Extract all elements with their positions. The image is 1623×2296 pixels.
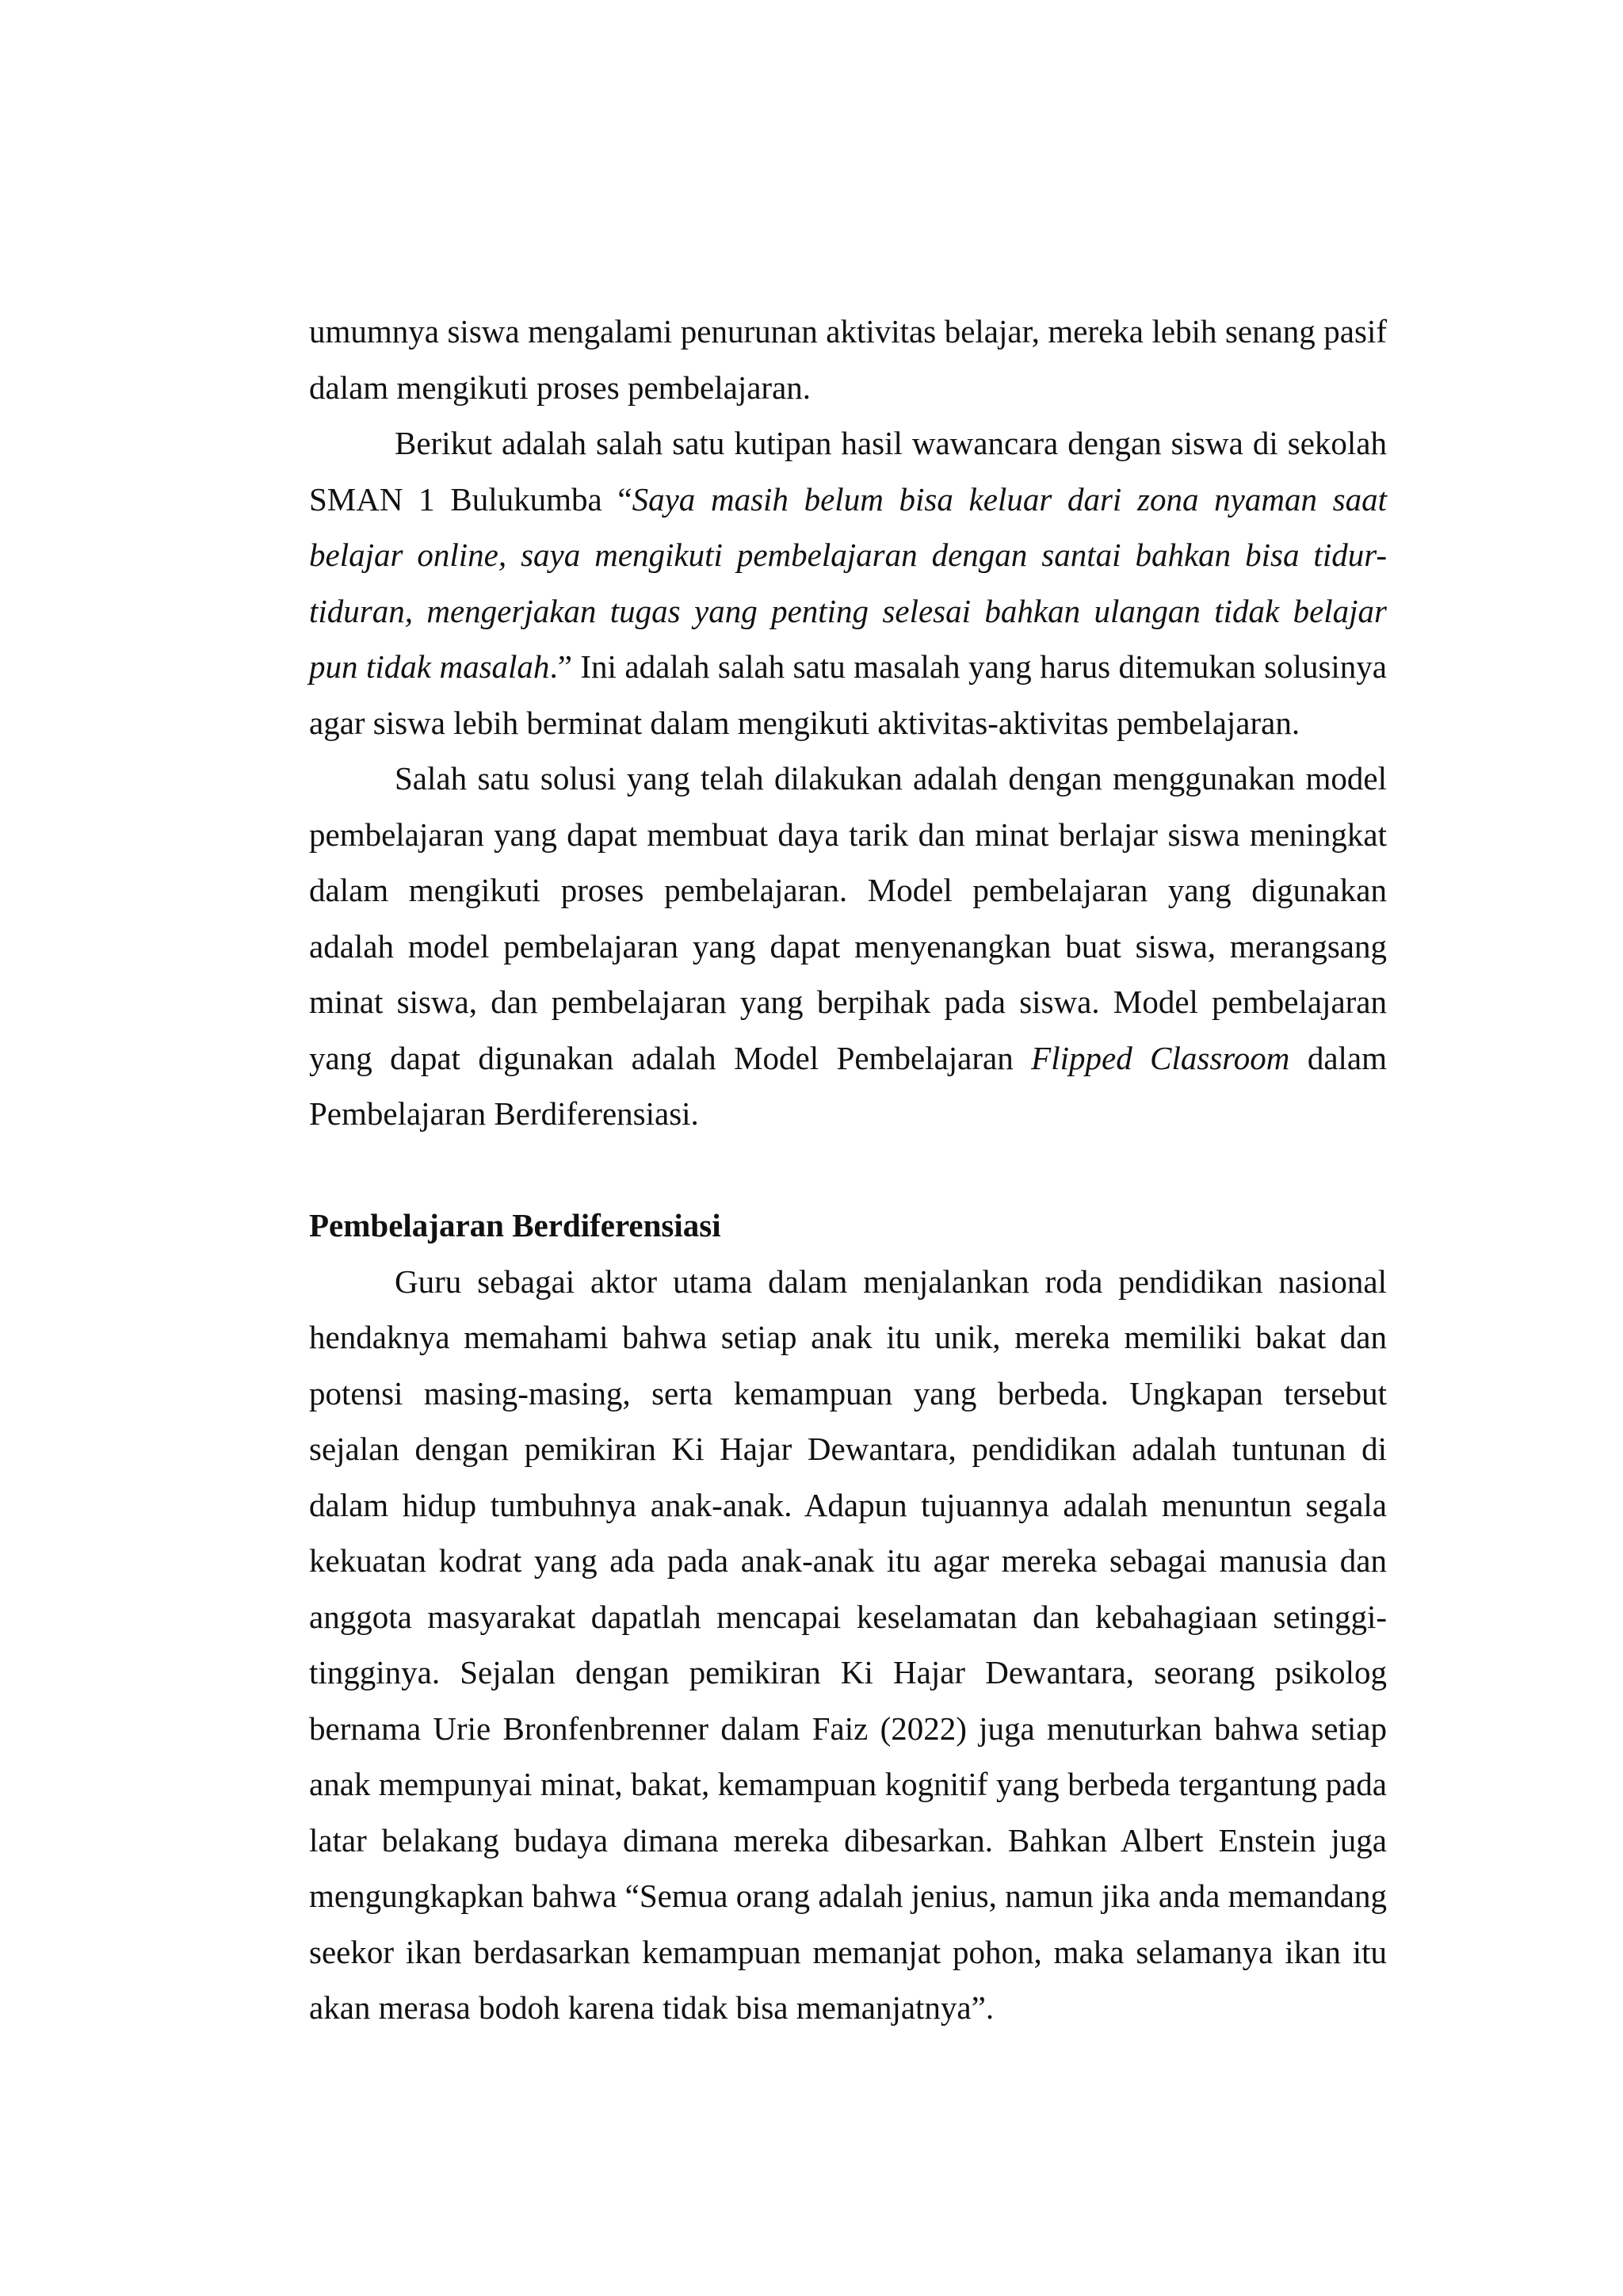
quote-italic: tiduran, mengerjakan tugas yang penting selesai bahkan ulangan tidak belajar bbox=[309, 592, 1387, 629]
paragraph-1 bbox=[309, 304, 1387, 415]
text-line: Berikut adalah salah satu kutipan hasil wawancara dengan siswa di sekolah bbox=[395, 425, 1387, 461]
text-line: anggota masyarakat dapatlah mencapai keselamatan dan kebahagiaan setinggi- bbox=[309, 1598, 1387, 1635]
text-line bbox=[309, 1030, 1387, 1087]
text-line: Guru sebagai aktor utama dalam menjalankan roda pendidikan nasional bbox=[395, 1263, 1387, 1300]
text-line: pembelajaran yang dapat membuat daya tarik dan minat berlajar siswa meningkat bbox=[309, 816, 1387, 853]
text-line: akan merasa bodoh karena tidak bisa memanjatnya”. bbox=[309, 1989, 995, 2026]
paragraph-4 bbox=[309, 1254, 1387, 2036]
text-line: adalah model pembelajaran yang dapat menyenangkan buat siswa, merangsang bbox=[309, 927, 1387, 965]
text-line: Pembelajaran Berdiferensiasi. bbox=[309, 1095, 699, 1132]
text-line: tingginya. Sejalan dengan pemikiran Ki Hajar Dewantara, seorang psikolog bbox=[309, 1654, 1387, 1690]
text-line: dalam mengikuti proses pembelajaran. Model pembelajaran yang digunakan bbox=[309, 872, 1387, 908]
text-run: dalam bbox=[1289, 1039, 1387, 1076]
text-line: latar belakang budaya dimana mereka dibesarkan. Bahkan Albert Enstein juga bbox=[309, 1821, 1387, 1859]
text-line: umumnya siswa mengalami penurunan aktivitas belajar, mereka lebih senang pasif bbox=[309, 313, 1387, 350]
text-line: potensi masing-masing, serta kemampuan yang berbeda. Ungkapan tersebut bbox=[309, 1374, 1387, 1412]
text-line: dalam mengikuti proses pembelajaran. bbox=[309, 369, 812, 406]
text-line bbox=[309, 527, 1387, 583]
document-page bbox=[309, 304, 1387, 2036]
paragraph-3 bbox=[309, 751, 1387, 1142]
text-run: SMAN 1 Bulukumba “ bbox=[309, 480, 632, 518]
text-line: bernama Urie Bronfenbrenner dalam Faiz (2022) juga menuturkan bahwa setiap bbox=[309, 1710, 1387, 1747]
section-spacer bbox=[309, 1142, 1387, 1198]
text-line: seekor ikan berdasarkan kemampuan memanjat pohon, maka selamanya ikan itu bbox=[309, 1933, 1387, 1970]
text-line: agar siswa lebih berminat dalam mengikuti aktivitas-aktivitas pembelajaran. bbox=[309, 704, 1300, 741]
text-line bbox=[309, 472, 1387, 528]
text-line: minat siswa, dan pembelajaran yang berpihak pada siswa. Model pembelajaran bbox=[309, 984, 1387, 1020]
text-line: Salah satu solusi yang telah dilakukan adalah dengan menggunakan model bbox=[395, 760, 1387, 797]
text-line: kekuatan kodrat yang ada pada anak-anak itu agar mereka sebagai manusia dan bbox=[309, 1542, 1387, 1579]
paragraph-2 bbox=[309, 415, 1387, 751]
text-line: mengungkapkan bahwa “Semua orang adalah jenius, namun jika anda memandang bbox=[309, 1878, 1387, 1914]
text-line bbox=[309, 583, 1387, 640]
text-run: .” Ini adalah salah satu masalah yang harus ditemukan solusinya bbox=[549, 648, 1387, 685]
text-line: hendaknya memahami bahwa setiap anak itu unik, mereka memiliki bakat dan bbox=[309, 1319, 1387, 1355]
section-heading: Pembelajaran Berdiferensiasi bbox=[309, 1207, 721, 1244]
text-run: yang dapat digunakan adalah Model Pembelajaran bbox=[309, 1039, 1032, 1076]
text-line: anak mempunyai minat, bakat, kemampuan kognitif yang berbeda tergantung pada bbox=[309, 1766, 1387, 1802]
quote-italic: pun tidak masalah bbox=[309, 648, 550, 685]
text-line: sejalan dengan pemikiran Ki Hajar Dewantara, pendidikan adalah tuntunan di bbox=[309, 1431, 1387, 1467]
quote-italic: belajar online, saya mengikuti pembelajaran dengan santai bahkan bisa tidur- bbox=[309, 537, 1387, 573]
text-line: dalam hidup tumbuhnya anak-anak. Adapun tujuannya adalah menuntun segala bbox=[309, 1486, 1387, 1523]
quote-italic: Saya masih belum bisa keluar dari zona nyaman saat bbox=[632, 480, 1387, 518]
text-line bbox=[309, 639, 1387, 695]
term-italic: Flipped Classroom bbox=[1031, 1039, 1290, 1076]
